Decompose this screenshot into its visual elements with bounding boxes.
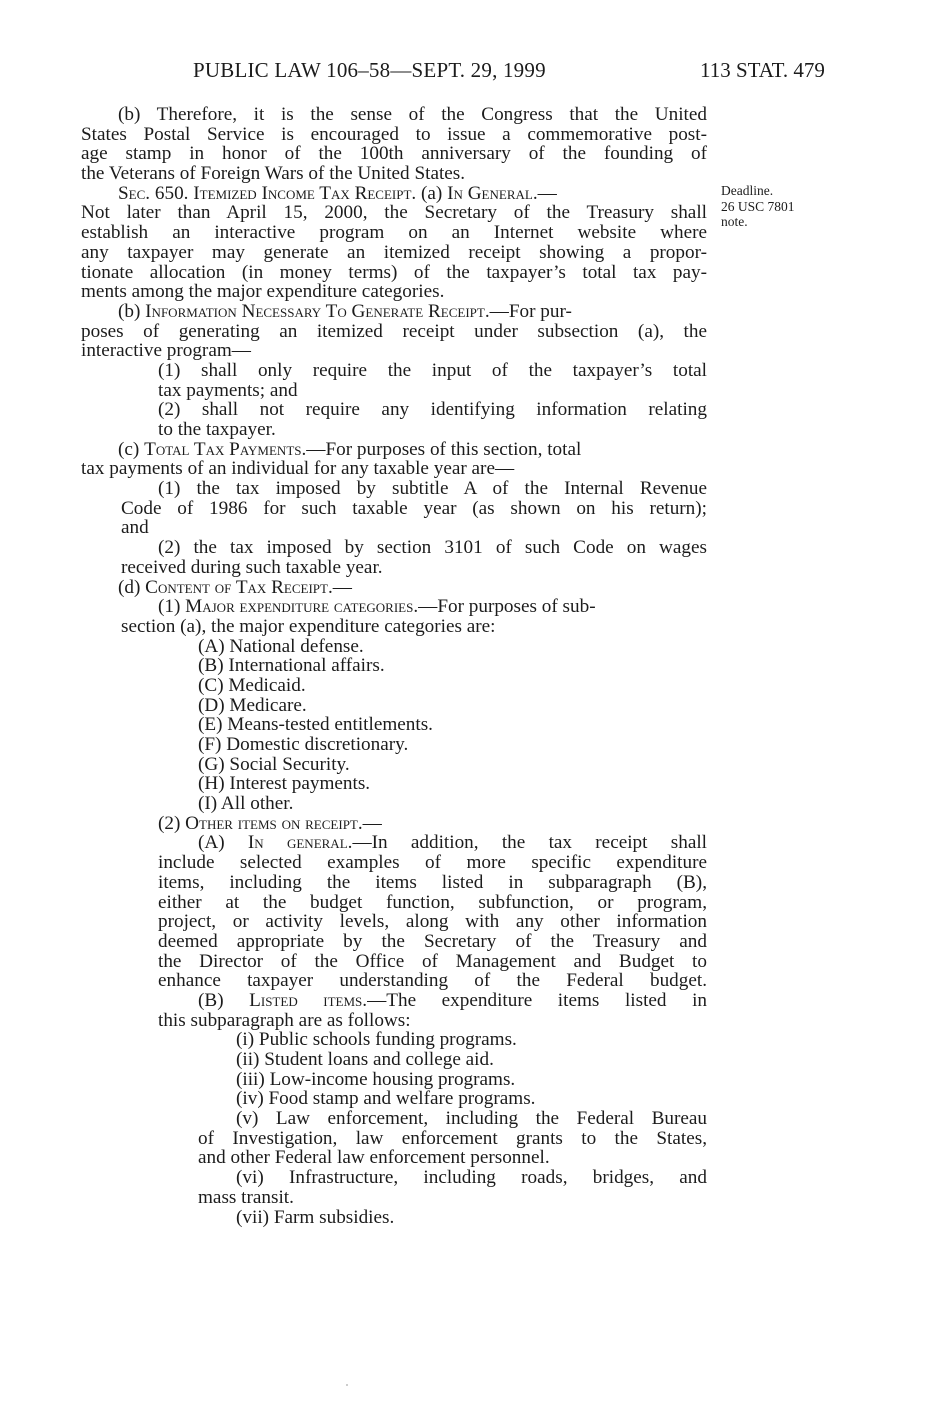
text-line: and [121, 517, 149, 539]
paragraph-heading-line [81, 597, 707, 617]
subparagraph-heading-line [81, 991, 707, 1011]
statute-body [81, 105, 707, 1227]
page-citation: 113 STAT. 479 [700, 58, 825, 82]
text-line: tax payments of an individual for any taxable year are— [81, 458, 515, 480]
subsection-heading: In General. [447, 182, 538, 204]
text-run: —For purposes of sub- [418, 596, 596, 618]
list-item: (E) Means-tested entitlements. [198, 714, 433, 736]
text-line: poses of generating an itemized receipt under subsection (a), the [81, 320, 707, 342]
running-header-title: PUBLIC LAW 106–58—SEPT. 29, 1999 [193, 58, 546, 82]
text-line: (b) Therefore, it is the sense of the Congress that the United [118, 104, 707, 125]
list-item: (F) Domestic discretionary. [198, 734, 409, 755]
subsection-label: (a) [421, 182, 443, 204]
dash: — [362, 812, 382, 834]
text-line: (1) shall only require the input of the taxpayer’s total [158, 359, 707, 381]
subparagraph-heading-line [81, 833, 707, 853]
list-item: (H) Interest payments. [198, 773, 371, 795]
text-line: interactive program— [81, 340, 251, 362]
text-line: and other Federal law enforcement personnel. [198, 1147, 550, 1169]
text-line: deemed appropriate by the Secretary of the Treasury and [158, 930, 707, 952]
text-line: received during such taxable year. [121, 556, 383, 578]
text-line: ments among the major expenditure categories. [81, 281, 445, 303]
text-run: —For purposes of this section, total [306, 438, 582, 460]
subsection-label: (d) [118, 576, 141, 598]
text-run: —In addition, the tax receipt shall [352, 832, 707, 854]
text-line: any taxpayer may generate an itemized receipt showing a propor- [81, 241, 707, 263]
list-item: (i) Public schools funding programs. [236, 1029, 517, 1051]
text-line: establish an interactive program on an Internet website where [81, 222, 707, 244]
section-number: Sec. 650. [118, 182, 189, 204]
list-item: (A) National defense. [198, 635, 364, 657]
section-heading [81, 184, 707, 204]
text-line: of Investigation, law enforcement grants to the States, [198, 1127, 707, 1149]
margin-note [721, 183, 795, 230]
text-line: States Postal Service is encouraged to issue a commemorative post- [81, 123, 707, 145]
text-line: the Director of the Office of Management and Budget to [158, 950, 707, 972]
text-line: items, including the items listed in subparagraph (B), [158, 871, 707, 893]
list-item: (ii) Student loans and college aid. [236, 1049, 494, 1070]
text-line: either at the budget function, subfunction, or program, [158, 891, 707, 913]
text-line: to the taxpayer. [158, 419, 276, 440]
list-item: (D) Medicare. [198, 694, 307, 716]
subsection-label: (b) [118, 300, 141, 322]
list-item: (B) International affairs. [198, 655, 385, 677]
list-item: (vi) Infrastructure, including roads, bridges, and [236, 1167, 707, 1189]
list-item: (C) Medicaid. [198, 674, 306, 696]
text-line: (2) shall not require any identifying information relating [158, 399, 707, 421]
paragraph-label: (2) [158, 812, 181, 834]
list-item: (I) All other. [198, 793, 294, 815]
subsection-heading: Total Tax Payments. [144, 438, 307, 460]
text-line: this subparagraph are as follows: [158, 1009, 411, 1031]
margin-note-line: Deadline. [721, 183, 774, 198]
margin-note-line: note. [721, 214, 748, 229]
list-item: (iv) Food stamp and welfare programs. [236, 1088, 536, 1110]
text-line: section (a), the major expenditure categories are: [121, 615, 496, 637]
text-line: tionate allocation (in money terms) of the taxpayer’s total tax pay- [81, 261, 707, 283]
paragraph-heading: Other items on receipt. [185, 812, 363, 834]
subparagraph-label: (A) [198, 832, 225, 854]
subparagraph-heading: Listed items. [249, 989, 368, 1011]
subsection-heading: Information Necessary To Generate Receipt. [145, 300, 490, 322]
list-item: (v) Law enforcement, including the Federal Bureau [236, 1108, 707, 1130]
paragraph-label: (1) [158, 596, 181, 618]
section-title: Itemized Income Tax Receipt. [193, 182, 417, 204]
subsection-heading-line [81, 578, 707, 598]
list-item: (G) Social Security. [198, 753, 350, 775]
scan-speck [346, 1384, 348, 1386]
text-line: enhance taxpayer understanding of the Federal budget. [158, 970, 707, 992]
text-line: (2) the tax imposed by section 3101 of such Code on wages [158, 537, 707, 559]
text-line: (1) the tax imposed by subtitle A of the Internal Revenue [158, 478, 707, 500]
text-line: mass transit. [198, 1186, 294, 1208]
subsection-label: (c) [118, 438, 140, 460]
list-item: (vii) Farm subsidies. [236, 1206, 395, 1228]
dash: — [537, 182, 557, 204]
list-item: (iii) Low-income housing programs. [236, 1068, 516, 1090]
text-line: include selected examples of more specific expenditure [158, 852, 707, 874]
subsection-heading: Content of Tax Receipt. [145, 576, 333, 598]
text-line: tax payments; and [158, 379, 298, 401]
subparagraph-label: (B) [198, 989, 224, 1011]
subparagraph-heading: In general. [247, 832, 353, 854]
text-line: Not later than April 15, 2000, the Secretary of the Treasury shall [81, 202, 707, 224]
paragraph-heading-line [81, 814, 707, 834]
dash: — [332, 576, 352, 598]
text-line: age stamp in honor of the 100th anniversary of the founding of [81, 143, 707, 165]
subsection-heading-line [81, 302, 707, 322]
text-run: —The expenditure items listed in [367, 989, 708, 1011]
margin-note-line: 26 USC 7801 [721, 198, 795, 214]
text-line: Code of 1986 for such taxable year (as shown on his return); [121, 497, 707, 519]
paragraph-heading: Major expenditure categories. [185, 596, 419, 618]
text-line: project, or activity levels, along with any other information [158, 911, 707, 933]
text-line: the Veterans of Foreign Wars of the United States. [81, 163, 466, 185]
text-run: —For pur- [489, 300, 572, 322]
subsection-heading-line [81, 440, 707, 460]
